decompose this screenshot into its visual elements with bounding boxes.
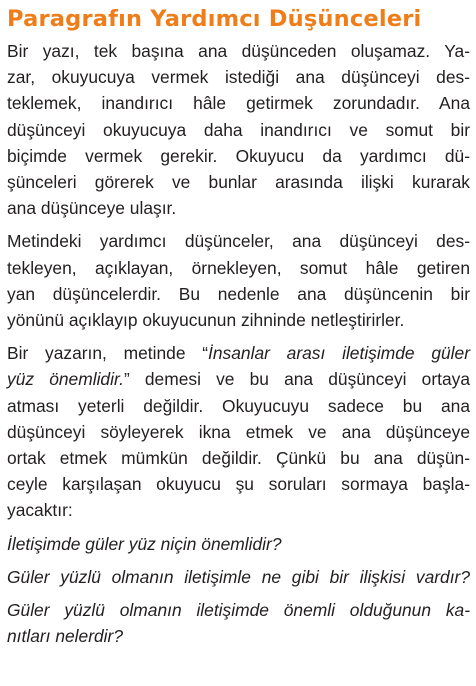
- paragraph-2-line: yönünü açıklayıp okuyucunun zihninde netleştirirler.: [7, 310, 405, 331]
- question-3-text: nıtları nelerdir?: [7, 626, 123, 647]
- quoted-main-idea: yüz önemlidir.: [7, 369, 124, 390]
- paragraph-2: [7, 228, 470, 333]
- paragraph-2-line: tekleyen, açıklayan, örnekleyen, somut hâle getiren: [7, 257, 470, 278]
- question-3-text: Güler yüzlü olmanın iletişimde önemli olduğunun ka-: [7, 600, 470, 621]
- question-3: [7, 597, 470, 649]
- page-title: Paragrafın Yardımcı Düşünceleri: [7, 6, 422, 32]
- paragraph-3-line: [7, 340, 470, 366]
- paragraph-3-line: ortak etmek mümkün değildir. Çünkü bu ana düşün-: [7, 448, 470, 469]
- paragraph-3-text: ” demesi ve bu ana düşünceyi ortaya: [123, 369, 470, 390]
- question-2: [7, 564, 470, 590]
- paragraph-3-line: [7, 366, 470, 392]
- paragraph-1-line: ana düşünceye ulaşır.: [7, 198, 177, 219]
- paragraph-1: [7, 38, 470, 221]
- paragraph-1-line: düşünceyi okuyucuya daha inandırıcı ve somut bir: [7, 119, 470, 140]
- paragraph-1-line: Bir yazı, tek başına ana düşünceden oluşamaz. Ya-: [7, 41, 470, 61]
- paragraph-1-line: zar, okuyucuya vermek istediği ana düşünceyi des-: [7, 67, 470, 88]
- quoted-main-idea: İnsanlar arası iletişimde güler: [208, 343, 470, 364]
- paragraph-3-line: düşünceyi söyleyerek ikna etmek ve ana düşünceye: [7, 421, 470, 442]
- paragraph-2-line: Metindeki yardımcı düşünceler, ana düşünceyi des-: [7, 231, 470, 252]
- paragraph-3-line: atması yeterli değildir. Okuyucuyu sadece bu ana: [7, 395, 470, 416]
- question-1-text: İletişimde güler yüz niçin önemlidir?: [7, 533, 282, 554]
- question-1: [7, 531, 470, 557]
- paragraph-2-line: yan düşüncelerdir. Bu nedenle ana düşüncenin bir: [7, 283, 470, 304]
- paragraph-1-line: teklemek, inandırıcı hâle getirmek zorundadır. Ana: [7, 93, 470, 114]
- paragraph-3-line: yacaktır:: [7, 500, 73, 521]
- paragraph-3-text: Bir yazarın, metinde “: [7, 343, 209, 364]
- paragraph-1-line: biçimde vermek gerekir. Okuyucu da yardımcı dü-: [7, 145, 470, 166]
- question-2-text: Güler yüzlü olmanın iletişimle ne gibi bir ilişkisi vardır?: [7, 566, 470, 587]
- paragraph-3: [7, 340, 470, 523]
- paragraph-1-line: şünceleri görerek ve bunlar arasında ilişki kurarak: [7, 172, 470, 193]
- paragraph-3-line: ceyle karşılaşan okuyucu şu soruları sormaya başla-: [7, 474, 470, 495]
